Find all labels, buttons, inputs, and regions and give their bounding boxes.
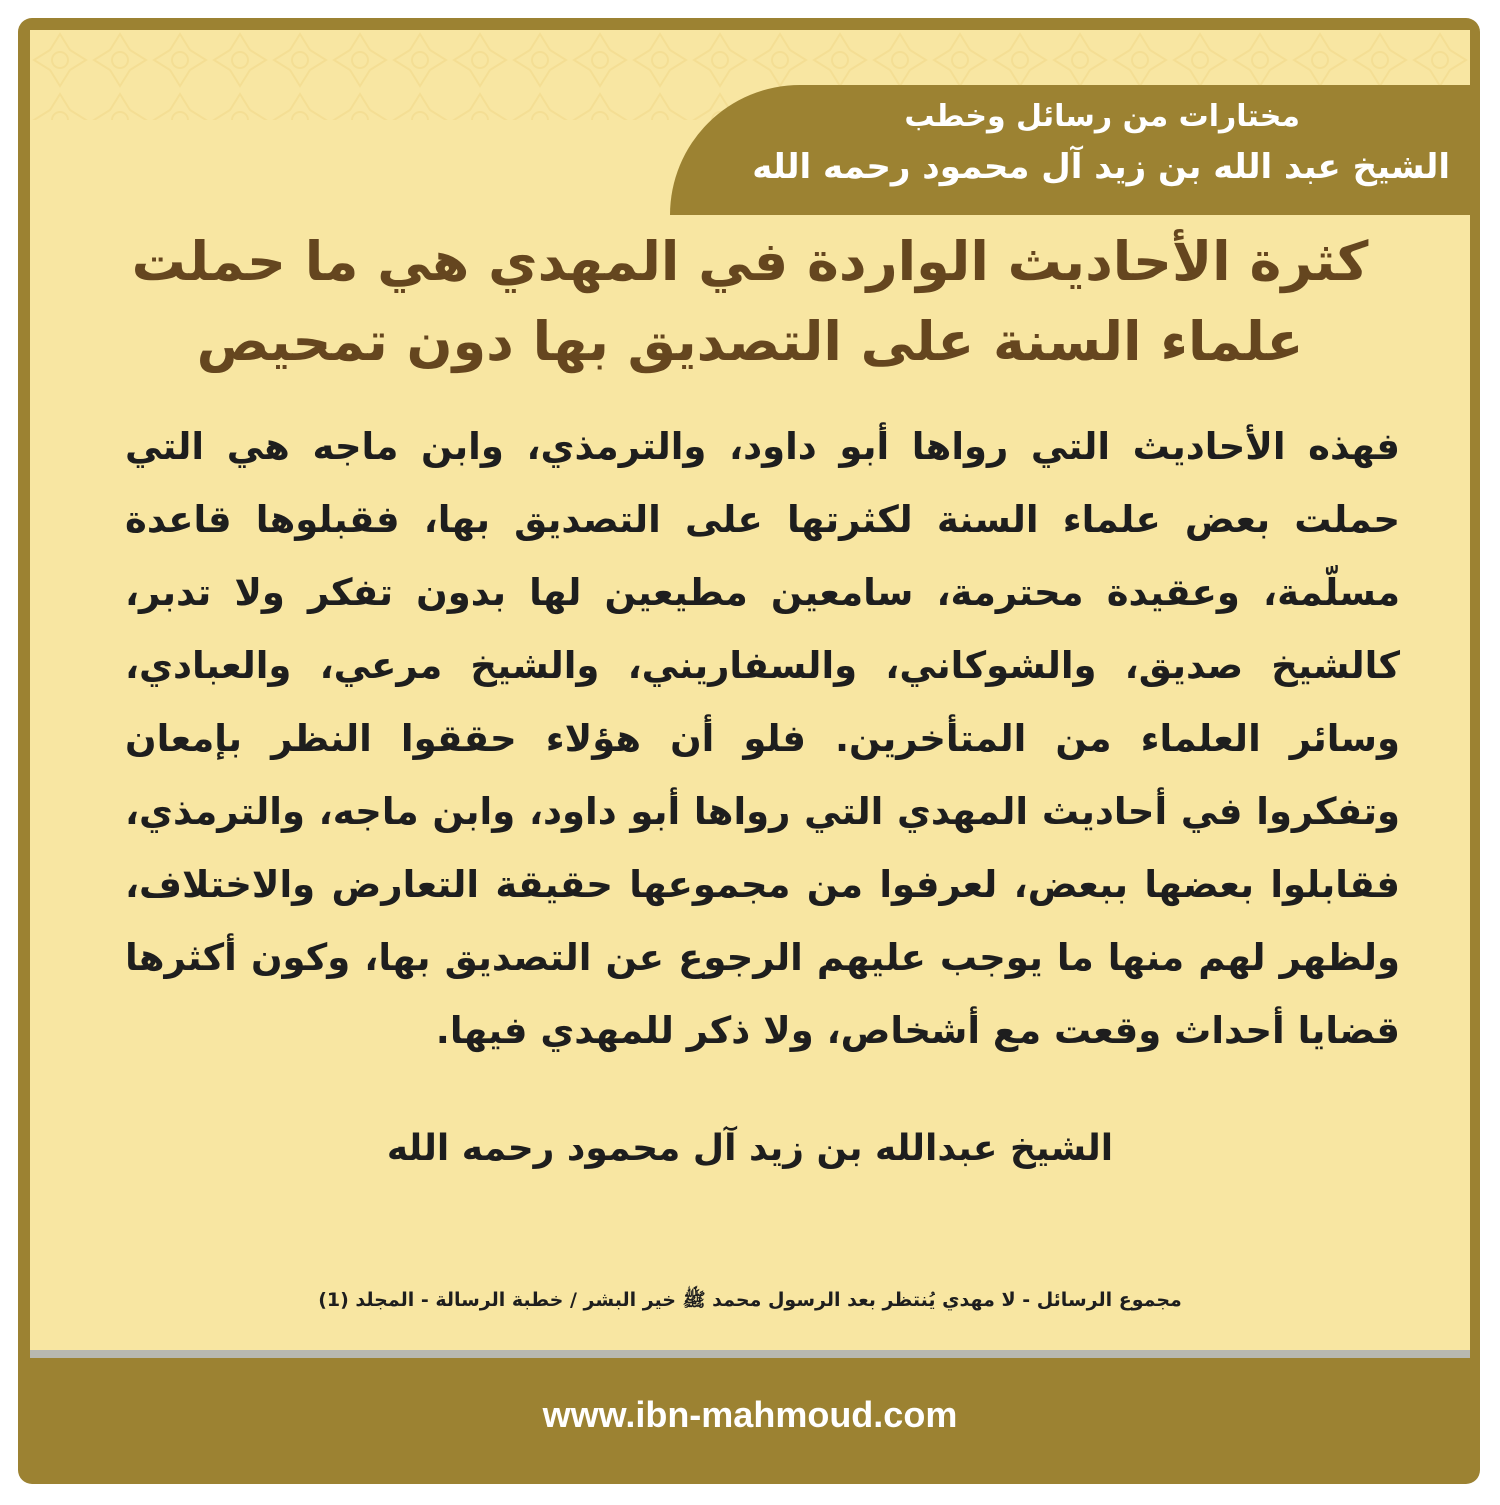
author-signature: الشيخ عبدالله بن زيد آل محمود رحمه الله — [386, 1128, 1114, 1169]
footer-band — [30, 1358, 1470, 1470]
quote-body: فهذه الأحاديث التي رواها أبو داود، والترمذي، وابن ماجه هي التي حملت بعض علماء السنة لكثرتها على التصديق بها، فقبلوها قاعدة مسلّمة، وعقيدة محترمة، سامعين مطيعين لها بدون تفكر ولا تدبر، كالشيخ صديق، والشوكاني، والسفاريني، والشيخ مرعي، والعبادي، وسائر العلماء من المتأخرين. فلو أن هؤلاء حققوا النظر بإمعان وتفكروا في أحاديث المهدي التي رواها أبو داود، وابن ماجه، والترمذي، فقابلوا بعضها ببعض، لعرفوا من مجموعها حقيقة التعارض والاختلاف، ولظهر لهم منها ما يوجب عليهم الرجوع عن التصديق بها، وكون أكثرها قضايا أحداث وقعت مع أشخاص، ولا ذكر للمهدي فيها. — [125, 425, 1400, 1052]
page-title: كثرة الأحاديث الواردة في المهدي هي ما حملت علماء السنة على التصديق بها دون تمحيص — [131, 230, 1369, 373]
header-text — [690, 85, 1450, 215]
source-reference: مجموع الرسائل - لا مهدي يُنتظر بعد الرسول محمد ﷺ خير البشر / خطبة الرسالة - المجلد (1) — [318, 1289, 1182, 1311]
divider — [30, 1350, 1470, 1358]
author-name-header: الشيخ عبد الله بن زيد آل محمود رحمه الله — [752, 147, 1450, 187]
website-link[interactable]: www.ibn-mahmoud.com — [542, 1394, 958, 1435]
header-band — [670, 85, 1470, 215]
content-card — [30, 30, 1470, 1350]
series-title: مختارات من رسائل وخطب — [904, 99, 1300, 134]
